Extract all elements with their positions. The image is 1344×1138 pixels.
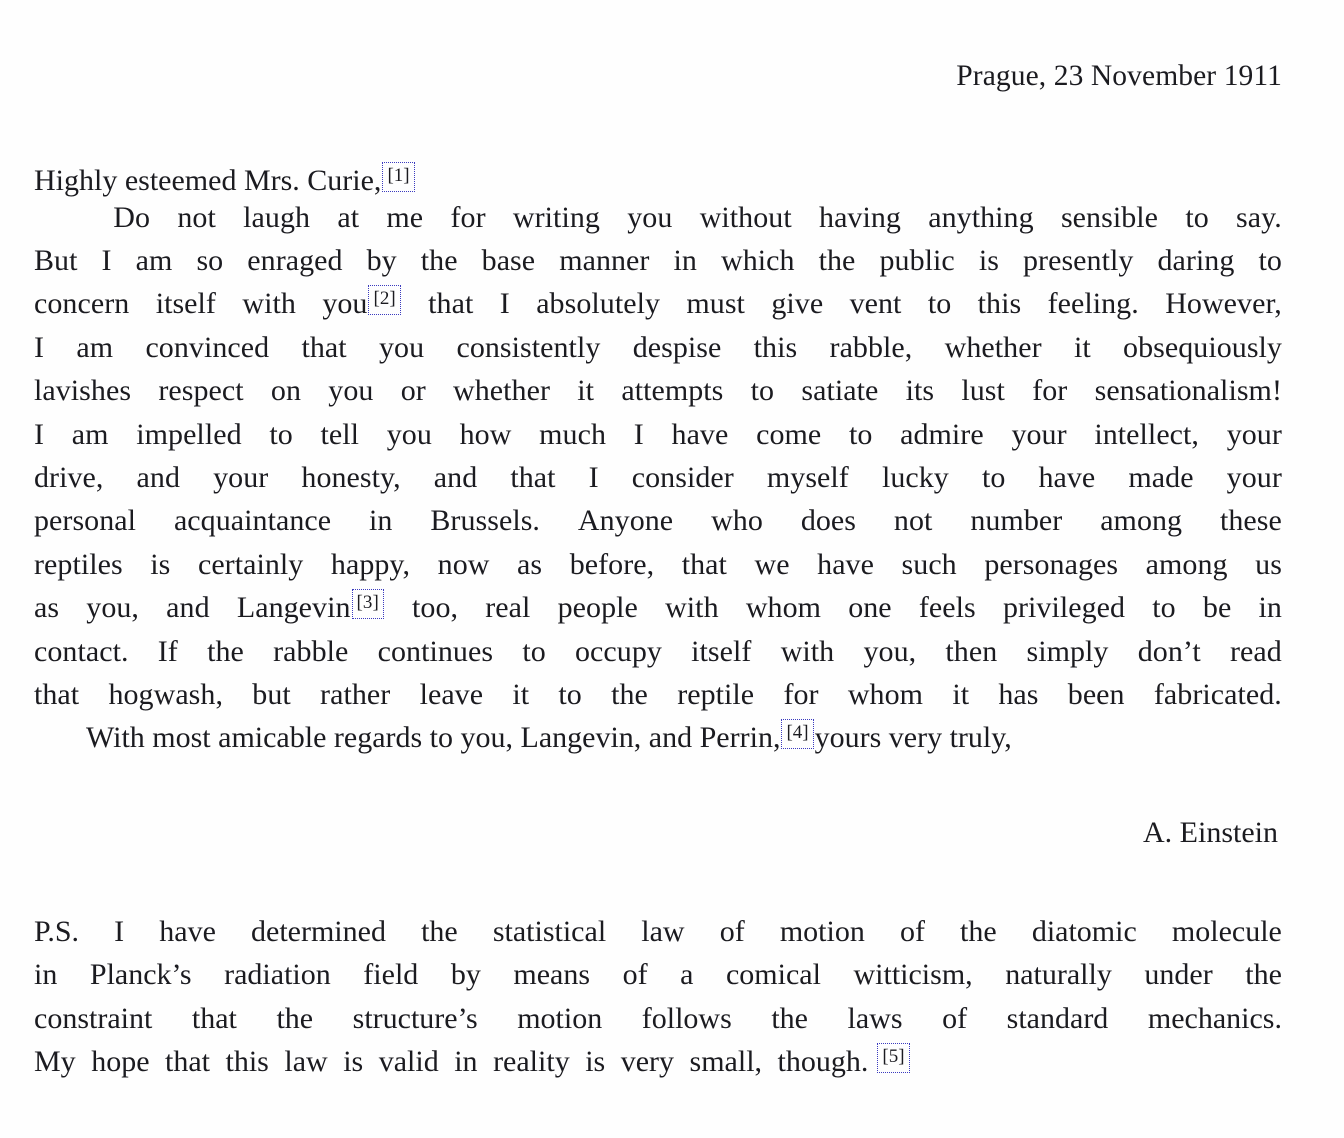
word: and [433,460,478,494]
salutation-text: Highly esteemed Mrs. Curie, [34,163,382,197]
word: I [588,460,599,494]
word: of [622,958,648,992]
word: to [269,417,293,451]
word: the [420,243,458,277]
word: give [771,287,824,321]
word: that [681,547,727,581]
word: personal [34,504,137,538]
word: respect [158,374,244,408]
word: diatomic [1031,914,1137,948]
line-indent [34,196,86,239]
word: much [539,417,607,451]
word: with [780,634,835,668]
word: hogwash, [108,677,224,711]
word: itself [691,634,752,668]
word: so [196,243,224,277]
word-with-ref [322,282,401,325]
footnote-ref-3-label: [3] [356,592,379,614]
footnote-ref-4[interactable] [781,719,813,749]
word: to [1258,243,1282,277]
word: acquaintance [173,504,332,538]
word: base [481,243,536,277]
word: field [363,958,419,992]
word: Langevin [236,591,351,625]
footnote-ref-3[interactable] [352,589,384,619]
word: your [1226,460,1282,494]
body-line-5 [34,369,1282,412]
word: am [76,330,114,364]
word: constraint [34,1001,153,1035]
word: drive, [34,460,104,494]
word: whether [944,330,1042,364]
word: consider [631,460,734,494]
word: for [1032,374,1068,408]
word: you, [863,634,917,668]
word: you [627,200,673,234]
footnote-ref-5-label: [5] [882,1046,905,1067]
word: us [1255,547,1282,581]
word: small, [689,1045,763,1078]
word: the [276,1001,314,1035]
word: laws [847,1001,903,1035]
word: as [34,591,60,625]
word: to [848,417,873,451]
word: by [366,243,397,277]
word: of [942,1001,968,1035]
closing-text-before-ref: With most amicable regards to you, Langevin, and Perrin, [86,721,781,755]
word: that [301,330,347,364]
word: intellect, [1094,417,1199,451]
body-line-1 [34,196,1282,239]
word: be [1202,591,1232,625]
word: P.S. [34,914,80,948]
word: manner [559,243,650,277]
word: with [242,287,296,321]
word: However, [1165,287,1282,321]
word: in [34,958,58,992]
word: to [927,287,952,321]
word: this [225,1045,269,1078]
word: occupy [574,634,662,668]
word: law [641,914,685,948]
word: by [450,958,481,992]
word: of [899,914,925,948]
word: one [848,591,892,625]
word: contact. [34,634,129,668]
ps-line-3 [34,997,1282,1040]
closing-line [34,716,1282,759]
word: that [510,460,556,494]
footnote-ref-2[interactable] [368,285,400,315]
word: it [512,677,530,711]
word: read [1230,634,1282,668]
word: people [557,591,638,625]
word: structure’s [352,1001,478,1035]
word: rather [320,677,391,711]
closing-text-after-ref: yours very truly, [814,721,1012,755]
word: among [1100,504,1183,538]
word: whom [847,677,924,711]
word: me [386,200,424,234]
word: does [800,504,857,538]
word: come [756,417,822,451]
body-line-2 [34,239,1282,282]
word: it [952,677,970,711]
word: absolutely [536,287,660,321]
word: reality [493,1045,570,1078]
word: reptiles [34,547,123,581]
word: must [686,287,745,321]
word: the [818,243,856,277]
word: vent [849,287,902,321]
word: molecule [1171,914,1282,948]
word: before, [569,547,655,581]
word: in [1258,591,1282,625]
word: you [322,287,368,321]
word: My [34,1045,76,1078]
word: is [343,1045,364,1078]
word: to [1185,200,1209,234]
word: on [270,374,301,408]
word: attempts [621,374,724,408]
word: how [459,417,512,451]
word: comical [725,958,821,992]
word: radiation [224,958,331,992]
word: have [817,547,874,581]
word: am [135,243,173,277]
word: the [1245,958,1282,992]
word: motion [779,914,865,948]
word: convinced [145,330,270,364]
word: satiate [801,374,879,408]
word: that [165,1045,211,1078]
ps-line-4 [34,1040,1282,1083]
word: as [517,547,543,581]
word: means [513,958,591,992]
footnote-ref-5[interactable] [877,1043,909,1073]
word: to [558,677,582,711]
word: that [428,287,474,321]
word: not [893,504,933,538]
word: certainly [197,547,304,581]
word: has [998,677,1039,711]
word: lucky [881,460,949,494]
word: having [819,200,901,234]
word: lust [961,374,1005,408]
word: have [671,417,729,451]
footnote-ref-1[interactable] [382,162,414,192]
body-line-4 [34,326,1282,369]
body-line-3 [34,282,1282,325]
word: to [750,374,775,408]
word: this [753,330,798,364]
word: writing [512,200,600,234]
word: say. [1236,200,1282,234]
word: But [34,243,78,277]
ps-line-1 [34,910,1282,953]
word: you [386,417,432,451]
word: obsequiously [1123,330,1282,364]
word: impelled [136,417,242,451]
word: for [783,677,819,711]
footnote-ref-4-label: [4] [786,722,809,744]
word: the [207,634,244,668]
word: is [585,1045,606,1078]
word-with-ref [237,586,385,629]
word: I [499,287,510,321]
word: have [1038,460,1096,494]
word: enraged [247,243,343,277]
body-paragraph [34,196,1282,717]
word: feeling. [1047,287,1139,321]
word: is [978,243,999,277]
word: itself [155,287,216,321]
word: now [437,547,490,581]
word: the [611,677,648,711]
word: that [34,677,80,711]
word: for [450,200,486,234]
word: lavishes [34,374,132,408]
word: in [454,1045,478,1078]
word: personages [984,547,1119,581]
word: laugh [243,200,311,234]
word: these [1220,504,1282,538]
word: law [284,1045,328,1078]
word: public [879,243,955,277]
word: you [378,330,425,364]
dateline: Prague, 23 November 1911 [956,60,1282,92]
word: simply [1026,634,1109,668]
word: this [977,287,1022,321]
word: and [136,460,181,494]
word: without [699,200,792,234]
word: daring [1157,243,1235,277]
word: fabricated. [1153,677,1282,711]
word: whom [745,591,822,625]
word: If [157,634,178,668]
word: determined [251,914,386,948]
word: rabble, [829,330,913,364]
body-line-9 [34,543,1282,586]
word: tell [320,417,360,451]
word: happy, [330,547,411,581]
word: I [633,417,644,451]
word: your [1226,417,1282,451]
word: the [421,914,458,948]
word: made [1128,460,1194,494]
word: rabble [273,634,349,668]
word: despise [632,330,722,364]
word: valid [378,1045,439,1078]
word: Anyone [577,504,674,538]
word: your [1011,417,1067,451]
word: but [252,677,291,711]
word: don’t [1137,634,1201,668]
word: naturally [1005,958,1112,992]
body-line-10 [34,586,1282,629]
word: a [680,958,694,992]
word: of [719,914,745,948]
word: statistical [492,914,607,948]
salutation [34,162,1282,196]
word: to [1152,591,1176,625]
body-line-12 [34,673,1282,716]
word: you [328,374,374,408]
footnote-ref-2-label: [2] [373,288,396,310]
word: and [166,591,210,625]
word: it [577,374,595,408]
word: reptile [677,677,755,711]
word: Planck’s [89,958,192,992]
word: or [400,374,426,408]
body-line-11 [34,630,1282,673]
ps-line-2 [34,953,1282,996]
word: continues [377,634,494,668]
word: motion [517,1001,603,1035]
word: sensible [1060,200,1159,234]
word: who [711,504,763,538]
footnote-ref-1-label: [1] [387,164,410,186]
word: number [970,504,1063,538]
word: to [522,634,546,668]
word: I [34,330,45,364]
word: whether [453,374,551,408]
word: feels [918,591,976,625]
word: too, [412,591,459,625]
word: I [34,417,45,451]
word: then [945,634,998,668]
word: anything [928,200,1034,234]
word: Do [113,200,151,234]
word: such [901,547,957,581]
postscript-paragraph [34,910,1282,1084]
word: though. [777,1045,869,1078]
word: leave [419,677,484,711]
word: honesty, [301,460,401,494]
word: presently [1023,243,1134,277]
word: Brussels. [430,504,540,538]
body-line-6 [34,413,1282,456]
word: admire [900,417,984,451]
word: hope [91,1045,150,1078]
word: been [1067,677,1125,711]
word: under [1144,958,1213,992]
word: not [177,200,216,234]
word: in [369,504,393,538]
word: your [213,460,269,494]
word: mechanics. [1147,1001,1282,1035]
word: very [620,1045,675,1078]
word: that [191,1001,237,1035]
word: am [71,417,109,451]
word: consistently [456,330,601,364]
word: its [905,374,935,408]
word: concern [34,287,130,321]
word: among [1145,547,1228,581]
word: the [960,914,997,948]
word: in [673,243,697,277]
body-line-8 [34,499,1282,542]
word: privileged [1002,591,1126,625]
word: we [754,547,790,581]
word: to [981,460,1006,494]
word: witticism, [853,958,973,992]
body-line-7 [34,456,1282,499]
word: it [1073,330,1091,364]
word: sensationalism! [1094,374,1282,408]
word: follows [641,1001,732,1035]
word: which [721,243,795,277]
word: real [485,591,531,625]
word: I [101,243,112,277]
word: the [771,1001,808,1035]
word: myself [766,460,849,494]
word: at [337,200,360,234]
word: I [114,914,125,948]
word: have [159,914,216,948]
signature: A. Einstein [1143,815,1278,849]
word: standard [1006,1001,1109,1035]
word: is [150,547,171,581]
word: you, [86,591,139,625]
word: with [665,591,719,625]
